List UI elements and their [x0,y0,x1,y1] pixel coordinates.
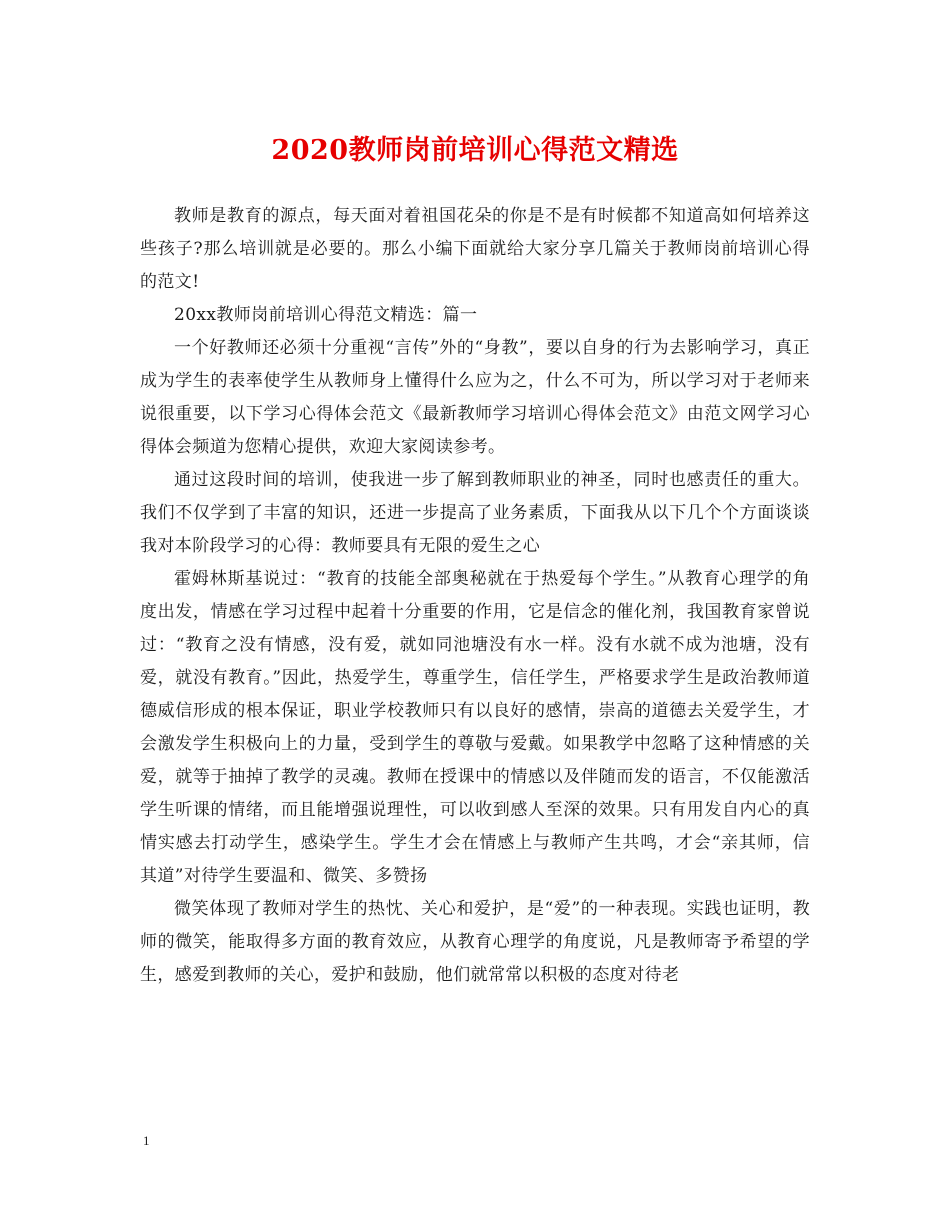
document-title: 2020教师岗前培训心得范文精选 [271,135,679,166]
paragraph-1: 一个好教师还必须十分重视“言传”外的“身教”，要以自身的行为去影响学习，真正成为学生的表率使学生从教师身上懂得什么应为之，什么不可为，所以学习对于老师来说很重要，以下学习心得体会范文《最新教师学习培训心得体会范文》由范文网学习心得体会频道为您精心提供，欢迎大家阅读参考。 [140,338,810,457]
paragraph-3: 霍姆林斯基说过：“教育的技能全部奥秘就在于热爱每个学生。”从教育心理学的角度出发，情感在学习过程中起着十分重要的作用，它是信念的催化剂，我国教育家曾说过：“教育之没有情感，没有爱，就如同池塘没有水一样。没有水就不成为池塘，没有爱，就没有教育。”因此，热爱学生，尊重学生，信任学生，严格要求学生是政治教师道德威信形成的根本保证，职业学校教师只有以良好的感情，崇高的道德去关爱学生，才会激发学生积极向上的力量，受到学生的尊敬与爱戴。如果教学中忽略了这种情感的关爱，就等于抽掉了教学的灵魂。教师在授课中的情感以及伴随而发的语言，不仅能激活学生听课的情绪，而且能增强说理性，可以收到感人至深的效果。只有用发自内心的真情实感去打动学生，感染学生。学生才会在情感上与教师产生共鸣，才会“亲其师，信其道”对待学生要温和、微笑、多赞扬 [140,569,810,886]
paragraph-intro: 教师是教育的源点，每天面对着祖国花朵的你是不是有时候都不知道高如何培养这些孩子?那么培训就是必要的。那么小编下面就给大家分享几篇关于教师岗前培训心得的范文! [140,206,810,292]
paragraph-section-heading: 20xx教师岗前培训心得范文精选：篇一 [174,305,478,325]
page-number: 1 [143,1133,150,1148]
document-body [140,200,810,992]
paragraph-4: 微笑体现了教师对学生的热忱、关心和爱护，是“爱”的一种表现。实践也证明，教师的微笑，能取得多方面的教育效应，从教育心理学的角度说，凡是教师寄予希望的学生，感爱到教师的关心，爱护和鼓励，他们就常常以积极的态度对待老 [140,899,810,985]
paragraph-2: 通过这段时间的培训，使我进一步了解到教师职业的神圣，同时也感责任的重大。我们不仅学到了丰富的知识，还进一步提高了业务素质，下面我从以下几个个方面谈谈我对本阶段学习的心得：教师要具有无限的爱生之心 [140,470,810,556]
